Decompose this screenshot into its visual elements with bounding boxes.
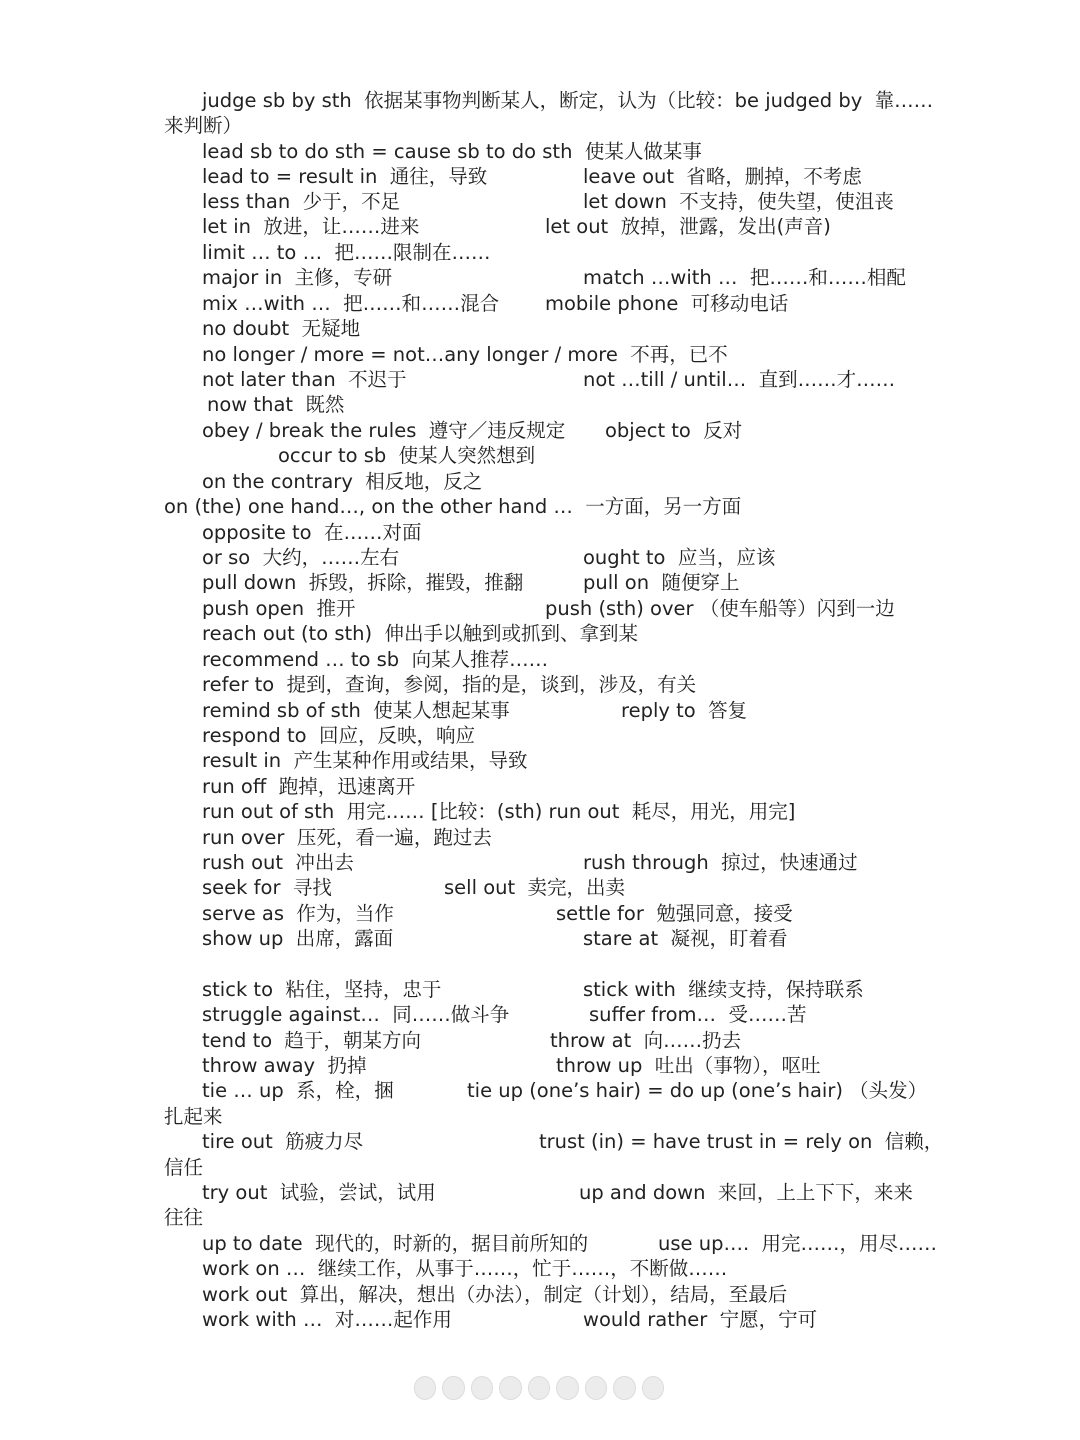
entry: throw away 扔掉	[202, 1054, 367, 1077]
entry-row	[0, 926, 1080, 951]
entry: lead sb to do sth = cause sb to do sth 使某人做某事	[202, 140, 702, 163]
entry-row	[0, 774, 1080, 799]
entry-row	[0, 570, 1080, 595]
entry: less than 少于，不足	[202, 190, 401, 213]
entry-continuation: 来判断）	[164, 114, 243, 137]
entry-row	[0, 977, 1080, 1002]
entry: on (the) one hand…, on the other hand … 一方面，另一方面	[164, 495, 742, 518]
entry-row	[0, 189, 1080, 214]
watermark-dot	[613, 1376, 635, 1400]
entry-row	[0, 265, 1080, 290]
watermark-dot	[471, 1376, 493, 1400]
entry: up to date 现代的，时新的，据目前所知的	[202, 1232, 589, 1255]
entry-row	[0, 901, 1080, 926]
entry: trust (in) = have trust in = rely on 信赖，	[539, 1130, 944, 1153]
entry-row	[0, 113, 1080, 138]
entry: throw up 吐出（事物），呕吐	[556, 1054, 821, 1077]
watermark-dot	[585, 1376, 607, 1400]
entry: object to 反对	[605, 419, 743, 442]
entry-row	[0, 469, 1080, 494]
entry-row	[0, 748, 1080, 773]
entry-row	[0, 367, 1080, 392]
entry: stick to 粘住，坚持，忠于	[202, 978, 442, 1001]
entry-row	[0, 520, 1080, 545]
entry-row	[0, 723, 1080, 748]
entry-row	[0, 214, 1080, 239]
entry-continuation: 信任	[164, 1156, 204, 1179]
entry: work out 算出，解决，想出（办法），制定（计划），结局，至最后	[202, 1283, 788, 1306]
entry: refer to 提到，查询，参阅，指的是，谈到，涉及，有关	[202, 673, 697, 696]
entry: let in 放进，让……进来	[202, 215, 420, 238]
watermark-dot	[642, 1376, 664, 1400]
entry: reply to 答复	[621, 699, 748, 722]
entry: pull on 随便穿上	[583, 571, 740, 594]
watermark	[414, 1376, 664, 1400]
entry: obey / break the rules 遵守／违反规定	[202, 419, 566, 442]
entry-continuation: 往往	[164, 1206, 204, 1229]
entry: sell out 卖完，出卖	[444, 876, 626, 899]
entry-row	[0, 1180, 1080, 1205]
entry: or so 大约，……左右	[202, 546, 400, 569]
entry: try out 试验，尝试，试用	[202, 1181, 436, 1204]
entry: opposite to 在……对面	[202, 521, 422, 544]
entry: run out of sth 用完…… [比较：(sth) run out 耗尽，用光，用完]	[202, 800, 796, 823]
entry: suffer from… 受……苦	[589, 1003, 807, 1026]
entry: struggle against… 同……做斗争	[202, 1003, 510, 1026]
entry: not later than 不迟于	[202, 368, 407, 391]
entry-row	[0, 850, 1080, 875]
entry: rush through 掠过，快速通过	[583, 851, 858, 874]
entry: tend to 趋于，朝某方向	[202, 1029, 422, 1052]
watermark-dot	[556, 1376, 578, 1400]
entry: let down 不支持，使失望，使沮丧	[583, 190, 894, 213]
entry: throw at 向……扔去	[550, 1029, 742, 1052]
entry: push (sth) over （使车船等）闪到一边	[545, 597, 895, 620]
entry: serve as 作为，当作	[202, 902, 394, 925]
entry-row	[0, 799, 1080, 824]
entry-row	[0, 1307, 1080, 1332]
entry: stick with 继续支持，保持联系	[583, 978, 864, 1001]
entry-row	[0, 647, 1080, 672]
entry-row	[0, 240, 1080, 265]
entry: seek for 寻找	[202, 876, 332, 899]
entry: respond to 回应，反映，响应	[202, 724, 475, 747]
entry-row	[0, 494, 1080, 519]
entry: reach out (to sth) 伸出手以触到或抓到、拿到某	[202, 622, 638, 645]
entry-row	[0, 875, 1080, 900]
entry: settle for 勉强同意，接受	[556, 902, 793, 925]
entry-row	[0, 1002, 1080, 1027]
entry-row	[0, 621, 1080, 646]
entry-row	[0, 545, 1080, 570]
watermark-dot	[528, 1376, 550, 1400]
watermark-dot	[442, 1376, 464, 1400]
entry: use up…. 用完……，用尽……	[658, 1232, 938, 1255]
entry-row	[0, 1231, 1080, 1256]
entry: occur to sb 使某人突然想到	[278, 444, 536, 467]
entry-row	[0, 1205, 1080, 1230]
entry: push open 推开	[202, 597, 356, 620]
entry-row	[0, 1256, 1080, 1281]
entry-row	[0, 825, 1080, 850]
entry-row	[0, 139, 1080, 164]
entry: pull down 拆毁，拆除，摧毁，推翻	[202, 571, 524, 594]
entry-row	[0, 291, 1080, 316]
entry-continuation: 扎起来	[164, 1105, 223, 1128]
entry: would rather 宁愿，宁可	[583, 1308, 818, 1331]
entry: rush out 冲出去	[202, 851, 354, 874]
entry: recommend … to sb 向某人推荐……	[202, 648, 549, 671]
entry-row	[0, 1104, 1080, 1129]
entry: tie … up 系，栓，捆	[202, 1079, 394, 1102]
entry: tie up (one’s hair) = do up (one’s hair) （头发）	[467, 1079, 928, 1102]
entry-row	[0, 88, 1080, 113]
entry: not …till / until… 直到……才……	[583, 368, 896, 391]
watermark-dot	[414, 1376, 436, 1400]
entry: stare at 凝视，盯着看	[583, 927, 788, 950]
entry: judge sb by sth 依据某事物判断某人，断定，认为（比较：be judged by 靠……	[202, 89, 934, 112]
entry: run off 跑掉，迅速离开	[202, 775, 416, 798]
entry: up and down 来回，上上下下，来来	[579, 1181, 913, 1204]
entry: let out 放掉，泄露，发出(声音)	[545, 215, 831, 238]
entry: leave out 省略，删掉，不考虑	[583, 165, 862, 188]
entry-row	[0, 164, 1080, 189]
entry-row	[0, 1129, 1080, 1154]
entry-row	[0, 1028, 1080, 1053]
entry: ought to 应当，应该	[583, 546, 776, 569]
entry: lead to = result in 通往，导致	[202, 165, 488, 188]
entry-row	[0, 392, 1080, 417]
entry-row	[0, 1282, 1080, 1307]
entry: no longer / more = not…any longer / more 不再，已不	[202, 343, 728, 366]
entry: result in 产生某种作用或结果，导致	[202, 749, 528, 772]
entry: major in 主修，专研	[202, 266, 393, 289]
entry: now that 既然	[207, 393, 345, 416]
watermark-dot	[499, 1376, 521, 1400]
entry: no doubt 无疑地	[202, 317, 361, 340]
entry-row	[0, 418, 1080, 443]
entry-row	[0, 1155, 1080, 1180]
entry: work with … 对……起作用	[202, 1308, 452, 1331]
entry: match …with … 把……和……相配	[583, 266, 906, 289]
entry: mix …with … 把……和……混合	[202, 292, 500, 315]
entry-row	[0, 316, 1080, 341]
entry-row	[0, 342, 1080, 367]
entry: run over 压死，看一遍，跑过去	[202, 826, 492, 849]
entry-row	[0, 443, 1080, 468]
entry: work on … 继续工作，从事于……，忙于……，不断做……	[202, 1257, 728, 1280]
entry: tire out 筋疲力尽	[202, 1130, 364, 1153]
entry: on the contrary 相反地，反之	[202, 470, 483, 493]
entry: mobile phone 可移动电话	[545, 292, 789, 315]
entry-row	[0, 698, 1080, 723]
entry: show up 出席，露面	[202, 927, 394, 950]
entry-row	[0, 1053, 1080, 1078]
entry-row	[0, 596, 1080, 621]
entry: limit … to … 把……限制在……	[202, 241, 491, 264]
entry: remind sb of sth 使某人想起某事	[202, 699, 510, 722]
entry-row	[0, 1078, 1080, 1103]
entry-row	[0, 672, 1080, 697]
